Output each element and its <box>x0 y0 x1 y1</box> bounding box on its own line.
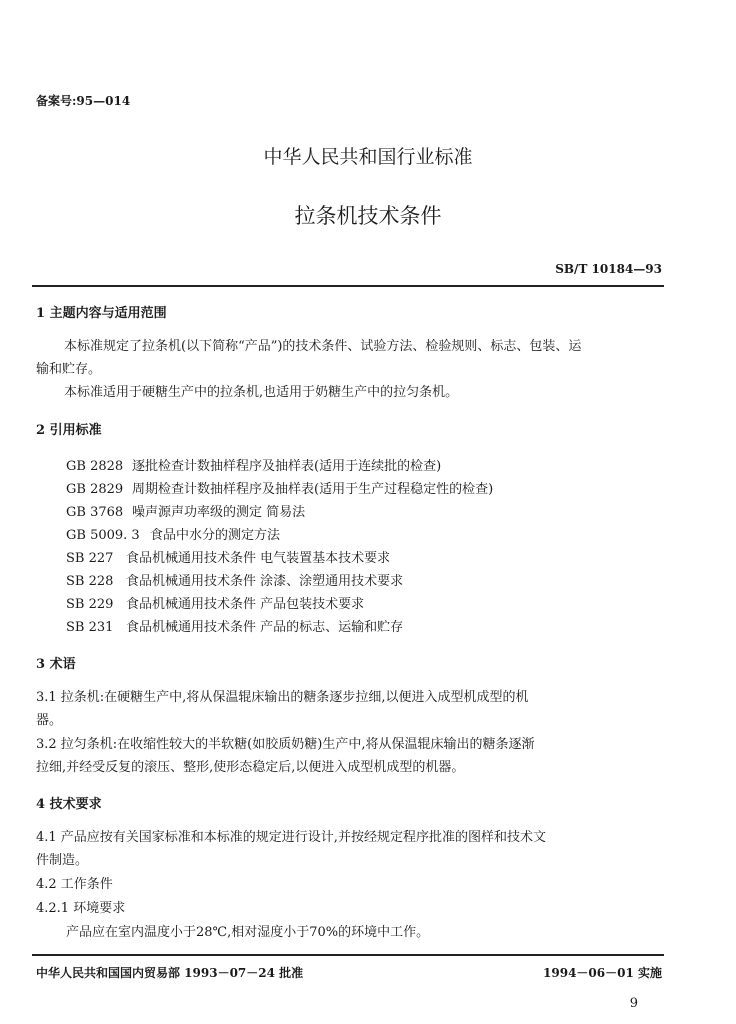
section-3-heading: 3 术语 <box>36 657 76 672</box>
reference-code: GB 2828 <box>66 459 124 474</box>
section-1-para-1-line-1: 本标准规定了拉条机(以下简称“产品”)的技术条件、试验方法、检验规则、标志、包装、运 <box>64 339 582 354</box>
reference-item <box>66 501 305 520</box>
section-1-para-2: 本标准适用于硬糖生产中的拉条机,也适用于奶糖生产中的拉匀条机。 <box>64 385 459 400</box>
approval-line: 中华人民共和国国内贸易部 1993－07－24 批准 <box>36 966 304 980</box>
org-title: 中华人民共和国行业标准 <box>263 146 473 168</box>
reference-title: 逐批检查计数抽样程序及抽样表(适用于连续批的检查) <box>132 459 442 474</box>
reference-item <box>66 547 390 566</box>
reference-item <box>66 455 441 474</box>
standard-code: SB/T 10184—93 <box>555 262 662 276</box>
reference-title: 周期检查计数抽样程序及抽样表(适用于生产过程稳定性的检查) <box>132 482 494 497</box>
reference-title: 食品机械通用技术条件 产品的标志、运输和贮存 <box>126 620 404 635</box>
reference-code: GB 5009. 3 <box>66 528 140 543</box>
filing-number: 备案号:95—014 <box>36 94 131 108</box>
section-2-heading: 2 引用标准 <box>36 423 102 438</box>
reference-item <box>66 570 403 589</box>
reference-item <box>66 616 403 635</box>
doc-title: 拉条机技术条件 <box>294 204 442 228</box>
clause-4-2-1: 4.2.1 环境要求 <box>36 901 126 916</box>
header-rule <box>32 285 664 287</box>
term-3-2-line-1: 3.2 拉匀条机:在收缩性较大的半软糖(如胶质奶糖)生产中,将从保温辊床输出的糖条逐渐 <box>36 737 535 752</box>
term-3-2-line-2: 拉细,并经受反复的滚压、整形,使形态稳定后,以便进入成型机成型的机器。 <box>36 760 465 775</box>
clause-4-1-line-2: 件制造。 <box>36 853 89 868</box>
section-1-heading: 1 主题内容与适用范围 <box>36 306 167 321</box>
clause-4-2: 4.2 工作条件 <box>36 877 113 892</box>
reference-code: SB 229 <box>66 597 114 612</box>
page-number: 9 <box>629 996 638 1011</box>
reference-title: 食品中水分的测定方法 <box>150 528 281 543</box>
reference-title: 食品机械通用技术条件 电气装置基本技术要求 <box>126 551 391 566</box>
reference-code: SB 227 <box>66 551 114 566</box>
reference-title: 食品机械通用技术条件 产品包装技术要求 <box>126 597 365 612</box>
reference-item <box>66 524 280 543</box>
section-4-heading: 4 技术要求 <box>36 797 102 812</box>
reference-item <box>66 593 364 612</box>
clause-4-1-line-1: 4.1 产品应按有关国家标准和本标准的规定进行设计,并按经规定程序批准的图样和技术文 <box>36 830 546 845</box>
reference-code: SB 231 <box>66 620 114 635</box>
reference-item <box>66 478 493 497</box>
reference-title: 噪声源声功率级的测定 简易法 <box>132 505 306 520</box>
term-3-1-line-1: 3.1 拉条机:在硬糖生产中,将从保温辊床输出的糖条逐步拉细,以便进入成型机成型的机 <box>36 690 529 705</box>
section-1-para-1-line-2: 输和贮存。 <box>36 362 102 377</box>
reference-code: GB 2829 <box>66 482 124 497</box>
reference-title: 食品机械通用技术条件 涂漆、涂塑通用技术要求 <box>126 574 404 589</box>
reference-code: SB 228 <box>66 574 114 589</box>
reference-code: GB 3768 <box>66 505 124 520</box>
footer-rule <box>32 954 664 956</box>
clause-4-2-1-body: 产品应在室内温度小于28℃,相对湿度小于70%的环境中工作。 <box>66 925 430 940</box>
term-3-1-line-2: 器。 <box>36 713 63 728</box>
implementation-date: 1994－06－01 实施 <box>543 966 662 980</box>
